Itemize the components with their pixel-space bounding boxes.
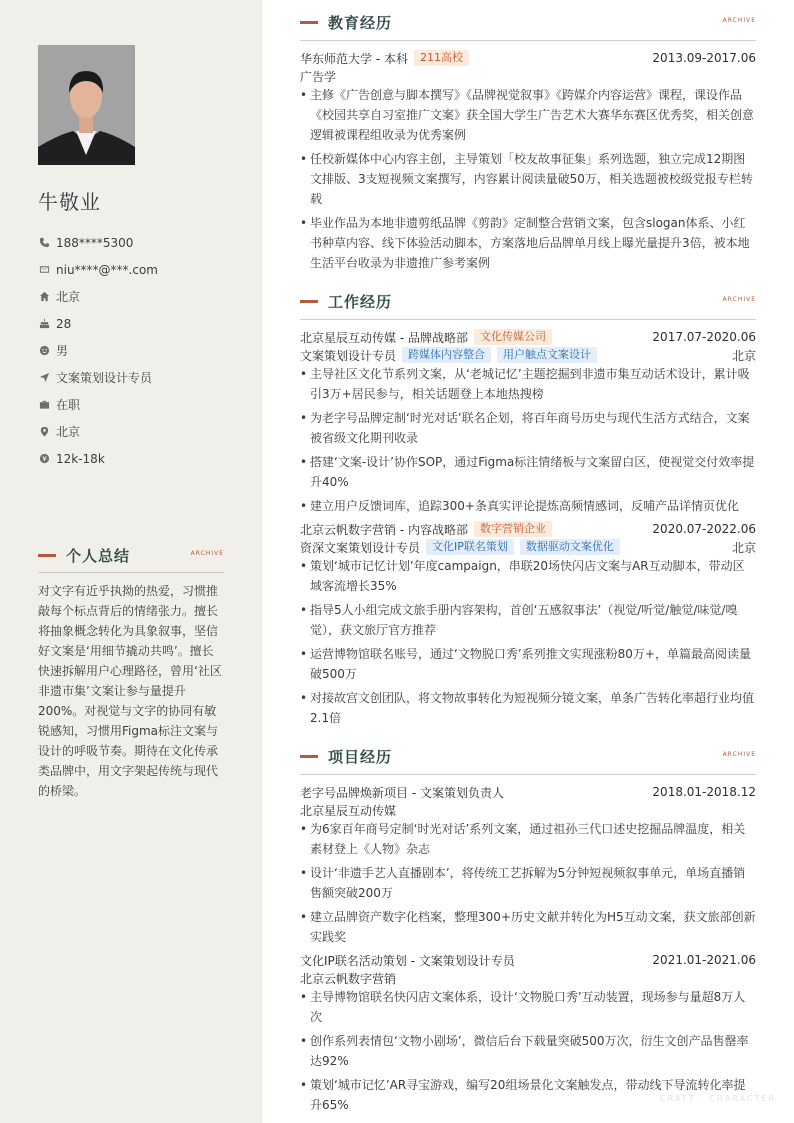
contact-location: 北京 [38,418,238,445]
list-item: • 任校新媒体中心内容主创，主导策划「校友故事征集」系列选题，独立完成12期图文排版、3支短视频文案撰写，内容累计阅读量破50万，相关选题被校级党报专栏转载 [300,149,756,209]
education-date: 2013.09-2017.06 [652,51,756,65]
list-item: • 主导社区文化节系列文案，从‘老城记忆’主题挖掘到非遗市集互动话术设计，累计吸引3万+居民参与，相关话题登上本地热搜榜 [300,364,756,404]
summary-header [38,545,224,565]
list-item: • 指导5人小组完成文旅手册内容架构，首创‘五感叙事法’（视觉/听觉/触觉/味觉/嗅觉），获文旅厅官方推荐 [300,600,756,640]
education-section [300,12,756,277]
job-bullets [300,556,756,728]
project-org-row [300,801,756,819]
list-item: • 策划‘城市记忆计划’年度campaign，串联20场快闪店文案与AR互动脚本，带动区域客流增长35% [300,556,756,596]
projects-header [300,746,756,766]
company-badge: 数字营销企业 [474,521,552,537]
list-item: • 设计‘非遗手艺人直播剧本’，将传统工艺拆解为5分钟短视频叙事单元，单场直播销售额突破200万 [300,863,756,903]
skill-tag: 跨媒体内容整合 [402,347,491,363]
section-accent-bar [300,21,318,24]
briefcase-icon [38,399,50,411]
job-role: 文案策划设计专员 [300,348,397,363]
projects-tag: ARCHIVE [722,751,756,758]
list-item: • 为老字号品牌定制‘时光对话’联名企划，将百年商号历史与现代生活方式结合，文案被省级文化期刊收录 [300,408,756,448]
list-item: • 为6家百年商号定制‘时光对话’系列文案，通过祖孙三代口述史挖掘品牌温度，相关素材登上《人物》杂志 [300,819,756,859]
education-bullets [300,85,756,273]
candidate-name: 牛敬业 [38,190,101,214]
contact-phone: 188****5300 [38,229,238,256]
company-name: 北京云帆数字营销 - 内容战略部 [300,522,468,537]
work-tag: ARCHIVE [722,296,756,303]
list-item: • 策划‘城市记忆’AR寻宝游戏，编写20组场景化文案触发点，带动线下导流转化率提升65% [300,1075,756,1115]
project-name-row [300,783,756,801]
list-item: • 主导博物馆联名快闪店文案体系，设计‘文物脱口秀’互动装置，现场参与量超8万人次 [300,987,756,1027]
project-org-row [300,969,756,987]
contact-email: niu****@***.com [38,256,238,283]
list-item: • 创作系列表情包‘文物小剧场’，微信后台下载量突破500万次，衍生文创产品售罄率达92% [300,1031,756,1071]
company-name: 北京星辰互动传媒 - 品牌战略部 [300,330,468,345]
profile-photo [38,45,135,165]
list-item: • 主修《广告创意与脚本撰写》《品牌视觉叙事》《跨媒介内容运营》课程，课设作品《校园共享自习室推广文案》获全国大学生广告艺术大赛华东赛区优秀奖，相关创意逻辑被课程组收录为优秀案例 [300,85,756,145]
list-item: • 运营博物馆联名账号，通过‘文物脱口秀’系列推文实现涨粉80万+，单篇最高阅读量破500万 [300,644,756,684]
projects-title: 项目经历 [328,748,393,766]
job-role-row [300,538,756,556]
projects-section [300,746,756,1119]
contact-position: 文案策划设计专员 [38,364,238,391]
job-date: 2020.07-2022.06 [652,522,756,536]
summary-tag: ARCHIVE [190,550,224,557]
job-city: 北京 [731,540,756,555]
list-item: • 建立用户反馈词库，追踪300+条真实评论提炼高频情感词，反哺产品详情页优化 [300,496,756,516]
job-city: 北京 [731,348,756,363]
summary-title: 个人总结 [66,547,131,565]
education-title: 教育经历 [328,14,393,32]
watermark: CRAFT · CHARACTER [660,1094,776,1103]
contact-status: 在职 [38,391,238,418]
project-date: 2018.01-2018.12 [652,785,756,799]
school-name: 华东师范大学 - 本科 [300,51,408,66]
location-pin-icon [38,426,50,438]
project-name: 文化IP联名活动策划 - 文案策划设计专员 [300,953,515,968]
job-role: 资深文案策划设计专员 [300,540,421,555]
contact-age: 28 [38,310,238,337]
job-role-row [300,346,756,364]
job-bullets [300,364,756,516]
home-icon [38,291,50,303]
project-name: 老字号品牌焕新项目 - 文案策划负责人 [300,785,504,800]
send-icon [38,372,50,384]
skill-tag: 数据驱动文案优化 [520,539,620,555]
phone-icon [38,237,50,249]
list-item: • 毕业作品为本地非遗剪纸品牌《剪韵》定制整合营销文案，包含slogan体系、小红书种草内容、线下体验活动脚本，方案落地后品牌单月线上曝光量提升3倍，被本地生活平台收录为非遗推广参考案例 [300,213,756,273]
education-header [300,12,756,32]
project-entry [300,951,756,1115]
contact-gender: 男 [38,337,238,364]
list-item: • 建立品牌资产数字化档案，整理300+历史文献并转化为H5互动文案，获文旅部创新实践奖 [300,907,756,947]
education-tag: ARCHIVE [722,17,756,24]
work-title: 工作经历 [328,293,393,311]
project-name-row [300,951,756,969]
contact-home: 北京 [38,283,238,310]
work-header [300,291,756,311]
skill-tag: 文化IP联名策划 [426,539,514,555]
job-entry [300,520,756,728]
gender-icon [38,345,50,357]
job-entry [300,328,756,516]
contact-salary: 12k-18k [38,445,238,472]
list-item: • 搭建‘文案-设计’协作SOP，通过Figma标注情绪板与文案留白区，使视觉交付效率提升40% [300,452,756,492]
work-section [300,291,756,732]
section-accent-bar [38,554,56,557]
project-org: 北京云帆数字营销 [300,971,397,986]
email-icon [38,264,50,276]
project-bullets [300,819,756,947]
project-org: 北京星辰互动传媒 [300,803,397,818]
section-accent-bar [300,755,318,758]
education-entry-header [300,49,756,67]
job-company-row [300,328,756,346]
job-company-row [300,520,756,538]
summary-divider [38,572,224,573]
company-badge: 文化传媒公司 [474,329,552,345]
job-date: 2017.07-2020.06 [652,330,756,344]
project-date: 2021.01-2021.06 [652,953,756,967]
summary-text: 对文字有近乎执拗的热爱，习惯推敲每个标点背后的情绪张力。擅长将抽象概念转化为具象叙事，坚信好文案是‘用细节撬动共鸣’。擅长快速拆解用户心理路径，曾用‘社区非遗市集’文案让参与量提升200%。对视觉与文字的协同有敏锐感知，习惯用Figma标注文案与设计的呼吸节奏。期待在文化传承类品牌中，用文字架起传统与现代的桥梁。 [38,584,222,798]
cake-icon [38,318,50,330]
salary-icon [38,453,50,465]
section-accent-bar [300,300,318,303]
skill-tag: 用户触点文案设计 [497,347,597,363]
contact-list [38,229,238,472]
school-badge: 211高校 [414,50,469,66]
project-entry [300,783,756,947]
major: 广告学 [300,69,337,84]
education-major-row [300,67,756,85]
list-item: • 对接故宫文创团队，将文物故事转化为短视频分镜文案，单条广告转化率超行业均值2.1倍 [300,688,756,728]
